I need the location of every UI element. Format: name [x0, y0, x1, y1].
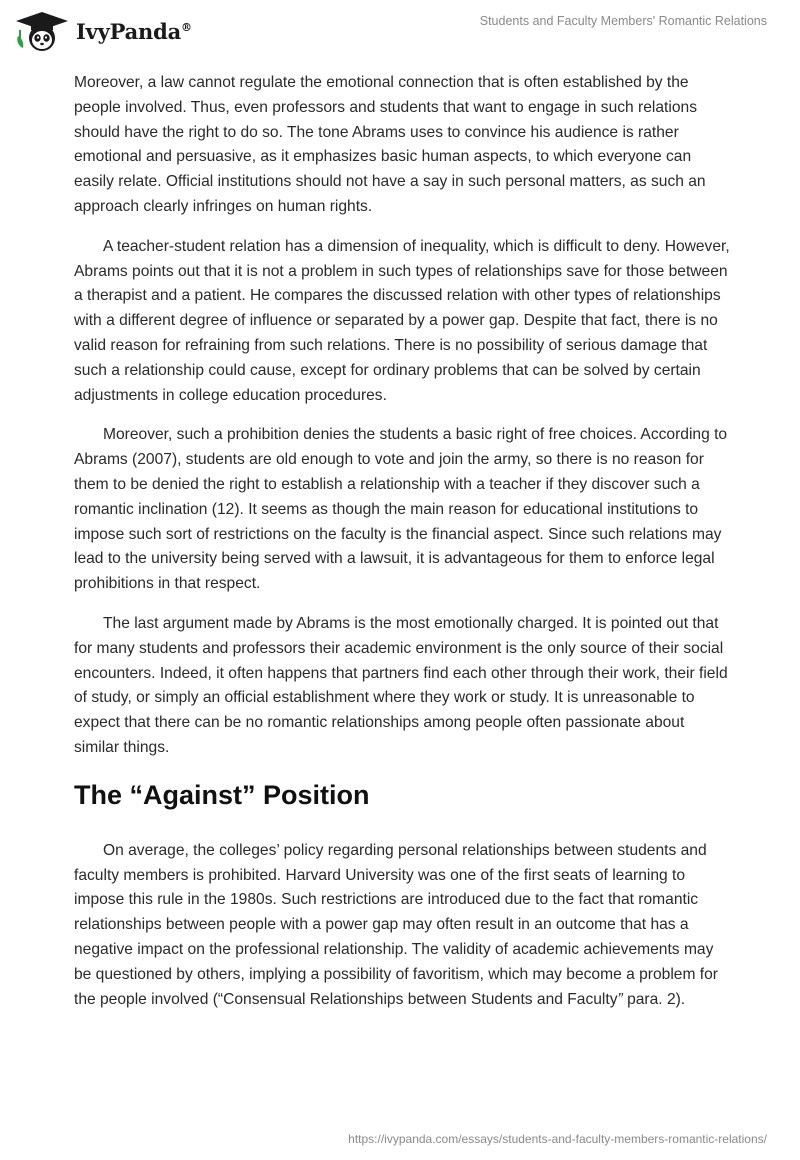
paragraph-1: Moreover, a law cannot regulate the emotional connection that is often established by the people involved. Thus, even professors and students that want to engage in such relations should have the right to do so. The tone Abrams uses to convince his audience is rather emotional and persuasive, as it emphasizes basic human aspects, to which everyone can easily relate. Official institutions should not have a say in such personal matters, as such an approach clearly infringes on human rights. — [74, 74, 706, 215]
paragraph-3: Moreover, such a prohibition denies the students a basic right of free choices. According to Abrams (2007), students are old enough to vote and join the army, so there is no reason for them to be denied the right to establish a relationship with a teacher if they discover such a romantic inclination (12). It seems as though the main reason for educational institutions to impose such sort of restrictions on the faculty is the financial aspect. Since such relations may lead to the university being served with a lawsuit, it is advantageous for them to enforce legal prohibitions in that respect. — [74, 426, 728, 593]
section-paragraph: On average, the colleges’ policy regarding personal relationships between students and faculty members is prohibited. Harvard University was one of the first seats of learning to impose this rule in the 1980s. Such restrictions are introduced due to the fact that romantic relationships between people with a power gap may often result in an outcome that has a negative impact on the professional relationship. The validity of academic achievements may be questioned by others, implying a possibility of favoritism, which may become a problem for the people involved (“Consensual Relationships between Students and Faculty” para. 2). — [74, 841, 718, 1008]
logo[interactable] — [14, 10, 192, 52]
essay-body — [74, 71, 730, 1027]
paragraph-4: The last argument made by Abrams is the most emotionally charged. It is pointed out that for many students and professors their academic environment is the only source of their social encounters. Indeed, it often happens that partners find each other through their work, their field of study, or simply an official establishment where they work or study. It is unreasonable to expect that there can be no romantic relationships among people often passionate about similar things. — [74, 614, 728, 756]
paragraph-2: A teacher-student relation has a dimension of inequality, which is difficult to deny. However, Abrams points out that it is not a problem in such types of relationships save for those between a therapist and a patient. He compares the discussed relation with other types of relationships with a different degree of influence or separated by a power gap. Despite that fact, there is no valid reason for refraining from such relations. There is no possibility of serious damage that such a relationship could cause, except for ordinary problems that can be solved by certain adjustments in college education procedures. — [74, 237, 730, 404]
logo-text: IvyPanda® — [76, 18, 192, 44]
section-heading: The “Against” Position — [74, 779, 370, 810]
panda-graduate-icon — [14, 10, 72, 52]
page-header — [0, 0, 800, 60]
source-url[interactable]: https://ivypanda.com/essays/students-and-faculty-members-romantic-relations/ — [348, 1132, 767, 1146]
running-title: Students and Faculty Members' Romantic Relations — [479, 14, 767, 28]
